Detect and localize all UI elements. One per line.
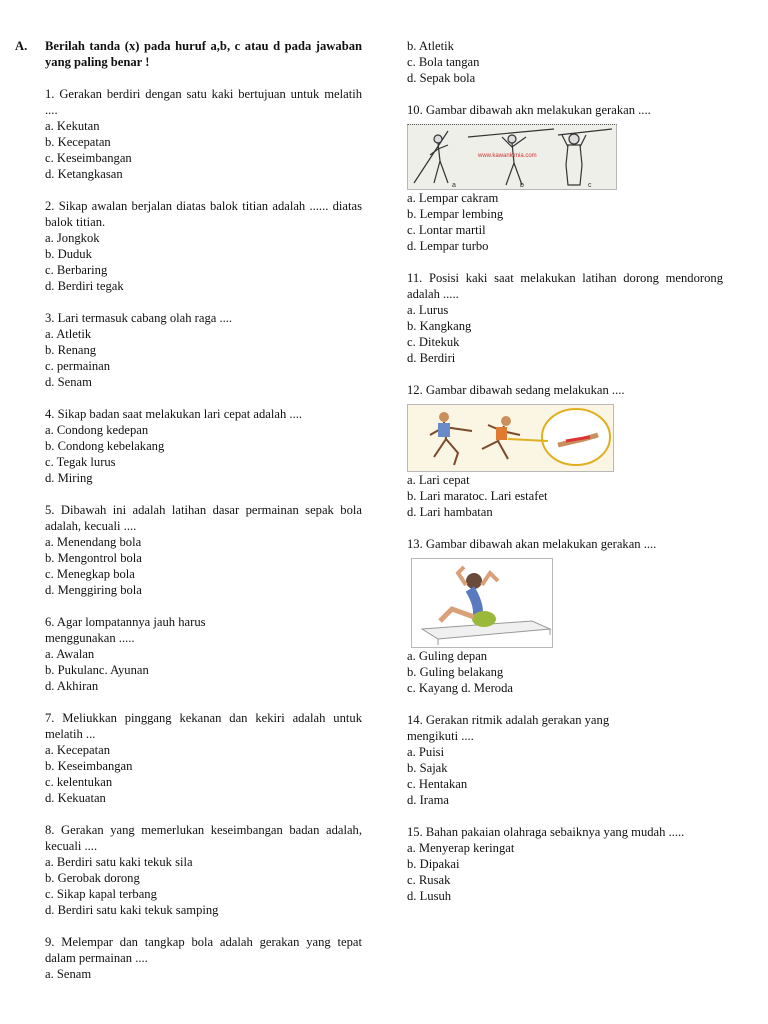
question-stem: 7. Meliukkan pinggang kekanan dan kekiri adalah untuk melatih ... xyxy=(45,711,362,741)
option-b[interactable]: b. Sajak xyxy=(407,761,448,775)
question-10 xyxy=(407,102,723,254)
question-2 xyxy=(45,198,362,294)
question-stem: 13. Gambar dibawah akan melakukan gerakan .... xyxy=(407,537,657,551)
option-b[interactable]: b. Atletik xyxy=(407,39,454,53)
option-d[interactable]: d. Lari hambatan xyxy=(407,505,493,519)
option-b[interactable]: b. Dipakai xyxy=(407,857,460,871)
figure-label-c: c xyxy=(588,182,592,189)
relay-figure xyxy=(407,404,614,472)
question-11 xyxy=(407,270,723,366)
figure-label-a: a xyxy=(452,182,456,189)
option-a[interactable]: a. Guling depan xyxy=(407,649,488,663)
option-b[interactable]: b. Gerobak dorong xyxy=(45,871,140,885)
section-number: A. xyxy=(15,39,28,53)
option-b[interactable]: b. Mengontrol bola xyxy=(45,551,142,565)
option-b[interactable]: b. Kangkang xyxy=(407,319,472,333)
option-d[interactable]: d. Menggiring bola xyxy=(45,583,142,597)
option-c[interactable]: c. kelentukan xyxy=(45,775,113,789)
javelin-throw-illustration xyxy=(408,125,616,189)
question-stem: 10. Gambar dibawah akn melakukan gerakan .... xyxy=(407,103,651,117)
option-d[interactable]: d. Lempar turbo xyxy=(407,239,489,253)
option-d[interactable]: d. Berdiri satu kaki tekuk samping xyxy=(45,903,219,917)
question-3 xyxy=(45,310,362,390)
question-5 xyxy=(45,502,362,598)
option-a[interactable]: a. Lurus xyxy=(407,303,449,317)
option-a[interactable]: a. Atletik xyxy=(45,327,92,341)
question-13 xyxy=(407,536,723,696)
option-c[interactable]: c. Lontar martil xyxy=(407,223,486,237)
question-4 xyxy=(45,406,362,486)
option-a[interactable]: a. Kekutan xyxy=(45,119,100,133)
option-d[interactable]: d. Kekuatan xyxy=(45,791,106,805)
option-b[interactable]: b. Lari maratoc. Lari estafet xyxy=(407,489,548,503)
option-c[interactable]: c. Sikap kapal terbang xyxy=(45,887,157,901)
option-b[interactable]: b. Pukulanc. Ayunan xyxy=(45,663,149,677)
question-stem: 12. Gambar dibawah sedang melakukan .... xyxy=(407,383,625,397)
option-c[interactable]: c. Berbaring xyxy=(45,263,108,277)
option-a[interactable]: a. Menyerap keringat xyxy=(407,841,515,855)
option-a[interactable]: a. Awalan xyxy=(45,647,95,661)
option-d[interactable]: d. Lusuh xyxy=(407,889,452,903)
figure-watermark: www.kawankimia.com xyxy=(478,153,537,159)
question-7 xyxy=(45,710,362,806)
question-stem: 3. Lari termasuk cabang olah raga .... xyxy=(45,311,233,325)
relay-baton-illustration xyxy=(408,405,613,471)
option-b[interactable]: b. Condong kebelakang xyxy=(45,439,165,453)
section-instruction xyxy=(15,38,362,70)
option-b[interactable]: b. Guling belakang xyxy=(407,665,504,679)
option-c[interactable]: c. Kayang d. Meroda xyxy=(407,681,513,695)
instruction-text: Berilah tanda (x) pada huruf a,b, c atau d pada jawaban yang paling benar ! xyxy=(45,39,362,69)
question-1 xyxy=(45,86,362,182)
roll-figure xyxy=(411,558,553,648)
question-9-continued xyxy=(407,38,723,86)
question-8 xyxy=(45,822,362,918)
option-c[interactable]: c. Rusak xyxy=(407,873,451,887)
option-d[interactable]: d. Akhiran xyxy=(45,679,99,693)
option-d[interactable]: d. Berdiri tegak xyxy=(45,279,124,293)
option-c[interactable]: c. permainan xyxy=(45,359,111,373)
question-9 xyxy=(45,934,362,982)
question-stem: 4. Sikap badan saat melakukan lari cepat adalah .... xyxy=(45,407,303,421)
option-a[interactable]: a. Condong kedepan xyxy=(45,423,149,437)
question-stem: 14. Gerakan ritmik adalah gerakan yang mengikuti .... xyxy=(407,713,610,743)
option-c[interactable]: c. Keseimbangan xyxy=(45,151,132,165)
javelin-figure xyxy=(407,124,617,190)
option-d[interactable]: d. Sepak bola xyxy=(407,71,476,85)
option-c[interactable]: c. Ditekuk xyxy=(407,335,460,349)
option-d[interactable]: d. Miring xyxy=(45,471,93,485)
backward-roll-illustration xyxy=(412,559,552,647)
option-b[interactable]: b. Duduk xyxy=(45,247,92,261)
option-c[interactable]: c. Bola tangan xyxy=(407,55,480,69)
question-stem: 15. Bahan pakaian olahraga sebaiknya yang mudah ..... xyxy=(407,825,685,839)
question-12 xyxy=(407,382,723,520)
question-14 xyxy=(407,712,723,808)
option-b[interactable]: b. Lempar lembing xyxy=(407,207,504,221)
option-b[interactable]: b. Renang xyxy=(45,343,97,357)
option-c[interactable]: c. Tegak lurus xyxy=(45,455,116,469)
question-stem: 6. Agar lompatannya jauh harus menggunakan ..... xyxy=(45,615,206,645)
option-b[interactable]: b. Kecepatan xyxy=(45,135,111,149)
option-b[interactable]: b. Keseimbangan xyxy=(45,759,133,773)
option-d[interactable]: d. Berdiri xyxy=(407,351,456,365)
option-a[interactable]: a. Puisi xyxy=(407,745,445,759)
option-a[interactable]: a. Menendang bola xyxy=(45,535,142,549)
question-15 xyxy=(407,824,723,904)
option-c[interactable]: c. Hentakan xyxy=(407,777,468,791)
question-6 xyxy=(45,614,362,694)
question-stem: 1. Gerakan berdiri dengan satu kaki bertujuan untuk melatih .... xyxy=(45,87,362,117)
option-a[interactable]: a. Senam xyxy=(45,967,92,981)
question-stem: 9. Melempar dan tangkap bola adalah gerakan yang tepat dalam permainan .... xyxy=(45,935,362,965)
option-d[interactable]: d. Irama xyxy=(407,793,449,807)
option-c[interactable]: c. Menegkap bola xyxy=(45,567,135,581)
left-column xyxy=(15,38,362,982)
right-column xyxy=(407,38,723,904)
question-stem: 8. Gerakan yang memerlukan keseimbangan badan adalah, kecuali .... xyxy=(45,823,362,853)
option-a[interactable]: a. Kecepatan xyxy=(45,743,111,757)
question-stem: 2. Sikap awalan berjalan diatas balok titian adalah ...... diatas balok titian. xyxy=(45,199,362,229)
option-a[interactable]: a. Lempar cakram xyxy=(407,191,499,205)
figure-label-b: b xyxy=(520,182,524,189)
option-a[interactable]: a. Berdiri satu kaki tekuk sila xyxy=(45,855,193,869)
option-a[interactable]: a. Lari cepat xyxy=(407,473,470,487)
option-a[interactable]: a. Jongkok xyxy=(45,231,100,245)
option-d[interactable]: d. Senam xyxy=(45,375,92,389)
option-d[interactable]: d. Ketangkasan xyxy=(45,167,123,181)
question-stem: 5. Dibawah ini adalah latihan dasar permainan sepak bola adalah, kecuali .... xyxy=(45,503,362,533)
question-stem: 11. Posisi kaki saat melakukan latihan dorong mendorong adalah ..... xyxy=(407,271,723,301)
